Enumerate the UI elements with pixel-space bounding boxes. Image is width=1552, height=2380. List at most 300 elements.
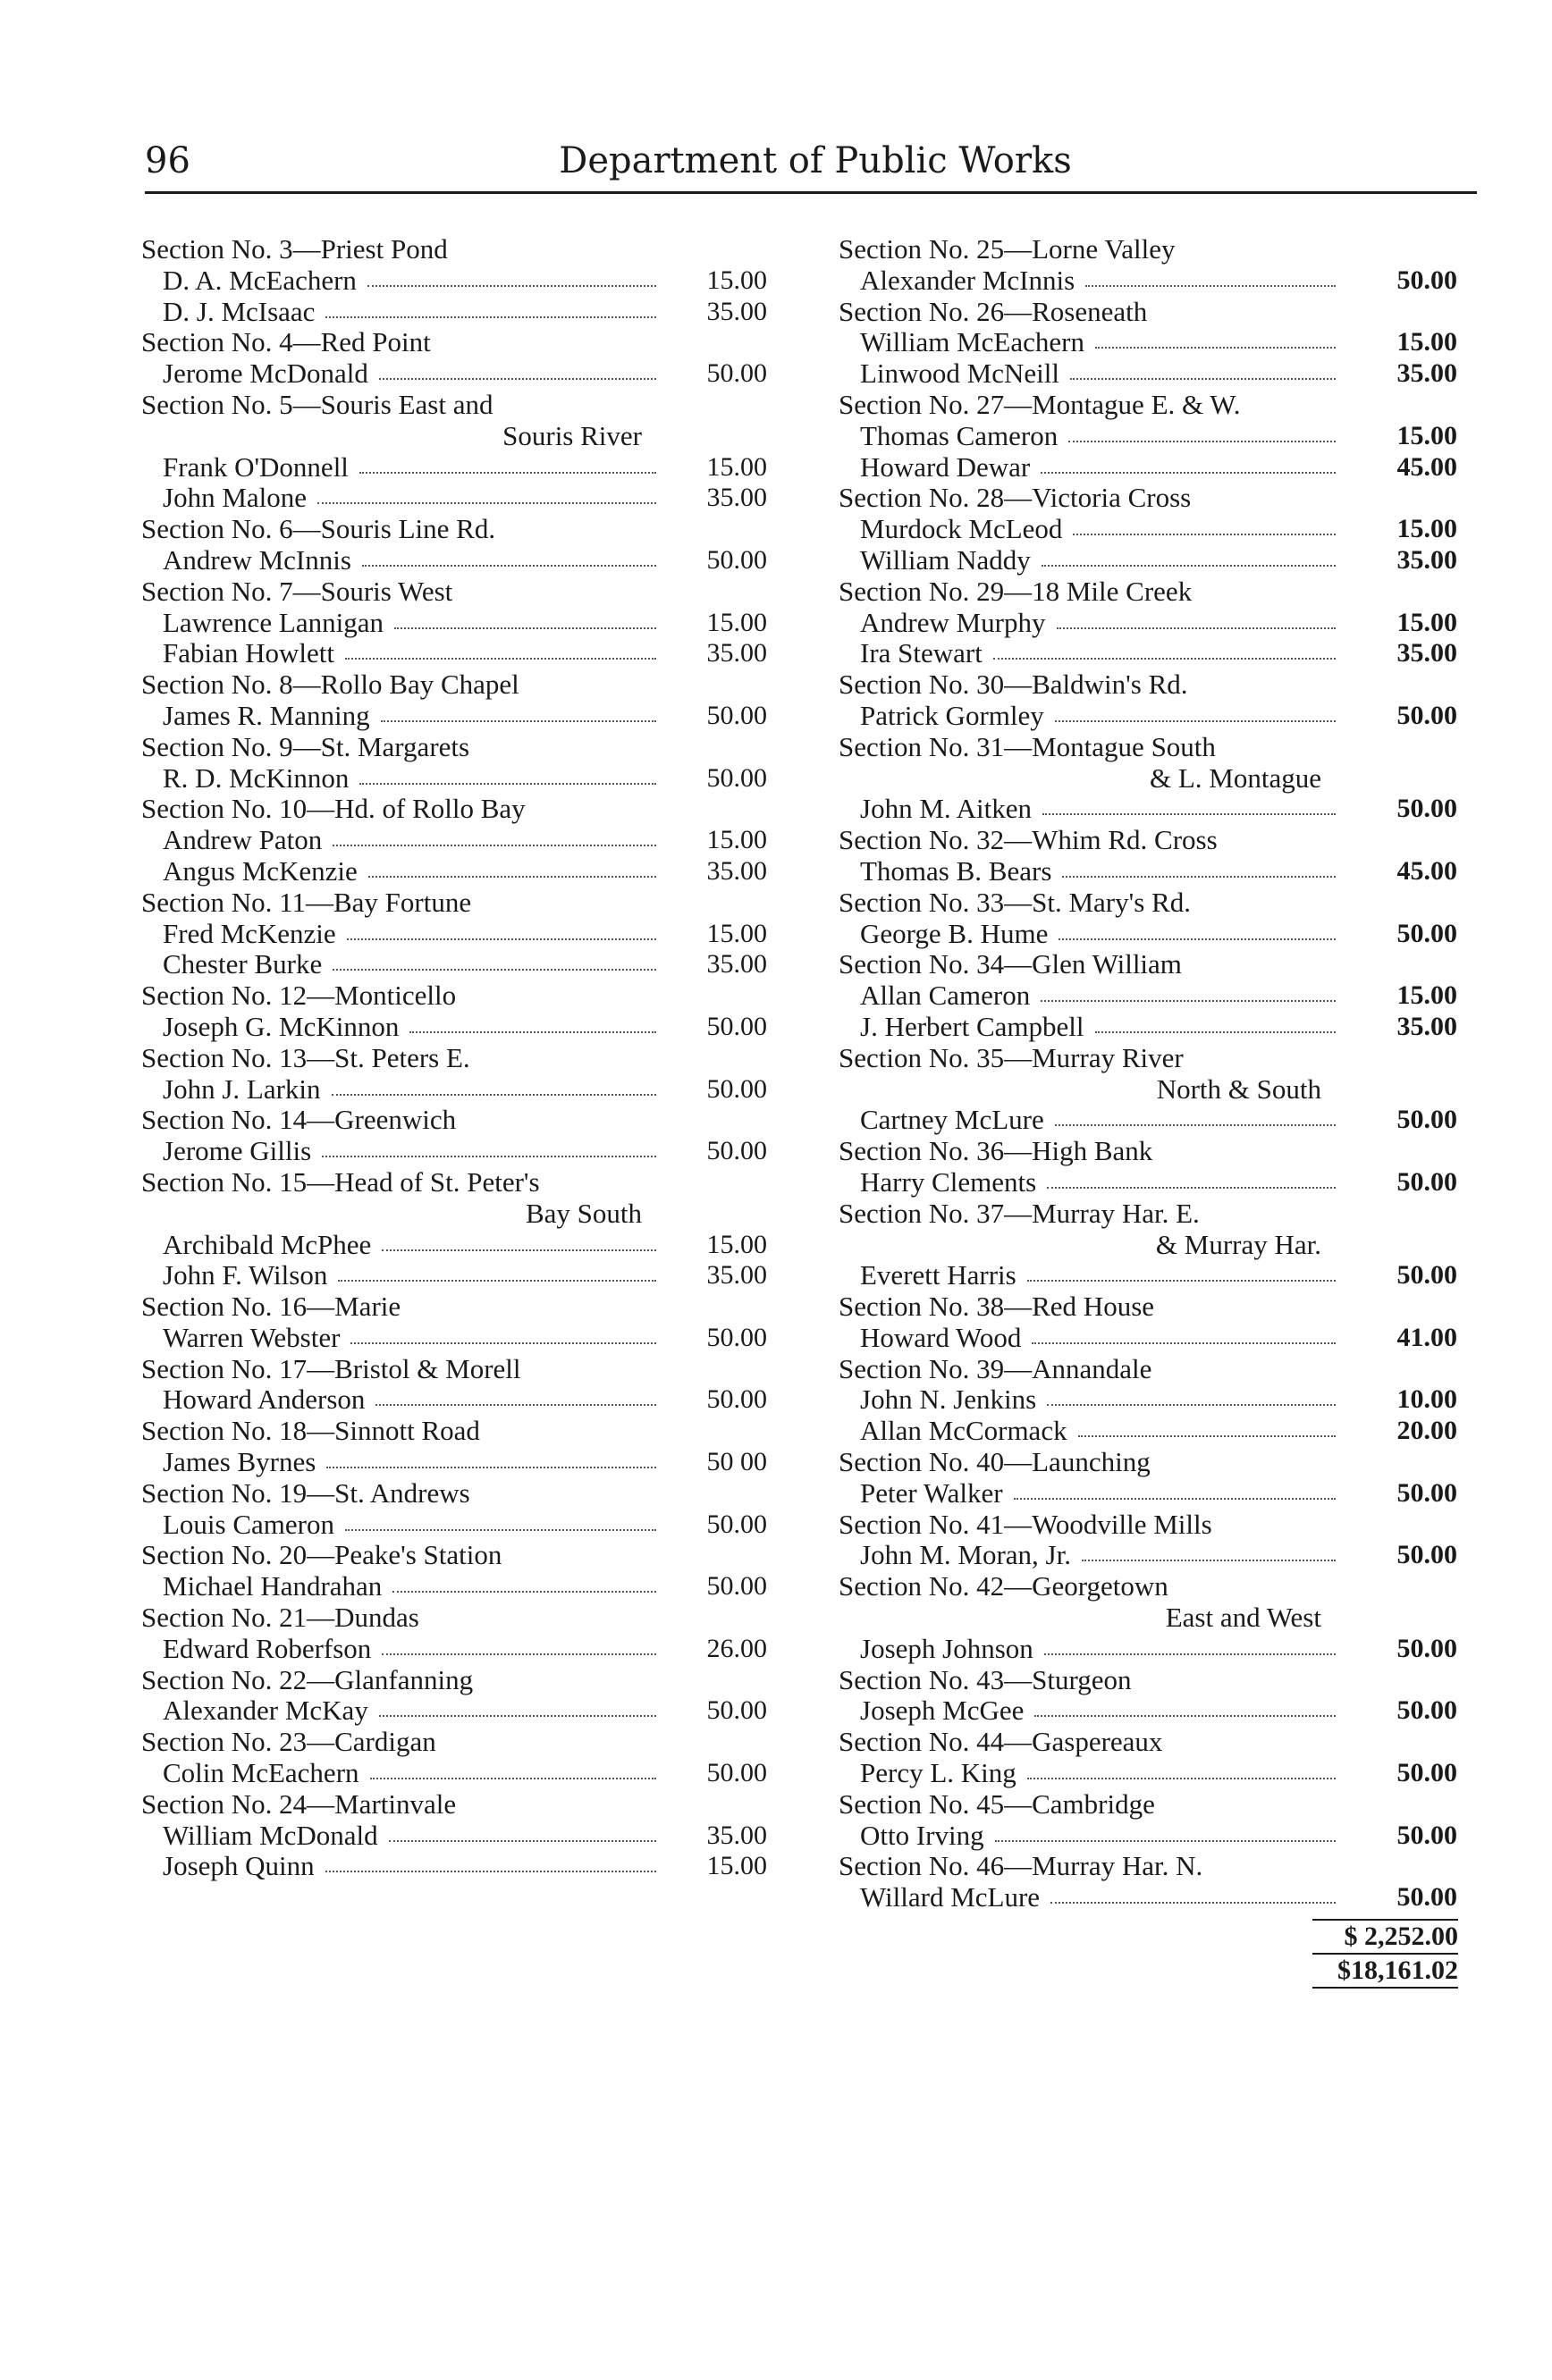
payee-row	[141, 1384, 767, 1416]
section-heading	[141, 1540, 767, 1571]
section-heading	[141, 1602, 767, 1634]
payment-amount: 45.00	[1396, 451, 1457, 482]
dot-leader	[375, 1404, 656, 1406]
section-heading-text: Section No. 21—Dundas	[141, 1602, 419, 1634]
section-heading-text: & L. Montague	[1150, 761, 1321, 794]
section-heading	[839, 1043, 1464, 1074]
payee-row	[839, 1012, 1464, 1043]
payee-row	[839, 1882, 1464, 1913]
dot-leader	[326, 1467, 656, 1468]
payee-row	[839, 919, 1464, 950]
section-heading	[839, 576, 1464, 608]
section-heading-text: Section No. 40—Launching	[839, 1446, 1151, 1478]
payee-row	[141, 1758, 767, 1789]
payment-amount: 15.00	[1396, 607, 1457, 637]
payee-name: James Byrnes	[163, 1446, 316, 1478]
dot-leader	[345, 658, 656, 660]
payee-name: Allan McCormack	[860, 1415, 1067, 1447]
payee-row	[141, 856, 767, 887]
payment-amount: 35.00	[706, 855, 767, 886]
payment-amount: 15.00	[706, 451, 767, 482]
section-heading-text: Section No. 11—Bay Fortune	[141, 886, 472, 918]
section-heading-text: Section No. 19—St. Andrews	[141, 1476, 470, 1509]
section-heading-continuation	[839, 1074, 1464, 1106]
section-heading-text: Section No. 39—Annandale	[839, 1352, 1152, 1384]
payee-name: Joseph Quinn	[163, 1850, 315, 1882]
section-heading-text: & Murray Har.	[1155, 1228, 1321, 1260]
dot-leader	[379, 378, 656, 380]
payee-row	[141, 358, 767, 390]
payment-amount: 50.00	[1396, 1820, 1457, 1850]
payee-name: Peter Walker	[860, 1476, 1003, 1509]
payee-name: Colin McEachern	[163, 1757, 359, 1789]
dot-leader	[1062, 876, 1336, 878]
payee-row	[141, 763, 767, 795]
payment-amount: 50.00	[1396, 1166, 1457, 1197]
section-heading	[839, 1510, 1464, 1541]
payment-amount: 50.00	[1396, 1540, 1457, 1570]
section-heading	[141, 1665, 767, 1696]
payee-name: Everett Harris	[860, 1259, 1016, 1291]
payee-name: Joseph McGee	[860, 1695, 1025, 1727]
payment-amount: 15.00	[1396, 327, 1457, 357]
payee-row	[839, 327, 1464, 358]
payee-name: William Naddy	[860, 543, 1031, 576]
section-heading-text: Section No. 9—St. Margarets	[141, 730, 470, 762]
section-heading-text: Section No. 35—Murray River	[839, 1041, 1184, 1073]
payee-row	[141, 483, 767, 514]
payee-name: R. D. McKinnon	[163, 761, 350, 794]
payee-name: James R. Manning	[163, 699, 370, 731]
dot-leader	[1032, 1342, 1336, 1344]
section-heading-text: Section No. 45—Cambridge	[839, 1787, 1155, 1820]
payment-amount: 15.00	[1396, 420, 1457, 450]
payee-row	[141, 949, 767, 980]
dot-leader	[1041, 1000, 1336, 1002]
payment-amount: 50.00	[706, 544, 767, 575]
payee-row	[141, 825, 767, 856]
payment-amount: 50.00	[706, 358, 767, 389]
payee-name: Fabian Howlett	[163, 637, 334, 669]
payee-row	[839, 1478, 1464, 1510]
section-heading	[839, 1198, 1464, 1230]
payee-row	[839, 1260, 1464, 1291]
dot-leader	[1042, 565, 1336, 567]
payee-name: Murdock McLeod	[860, 513, 1063, 545]
payee-name: Louis Cameron	[163, 1508, 334, 1540]
section-heading	[141, 669, 767, 701]
dot-leader	[382, 1653, 656, 1655]
payee-row	[141, 701, 767, 732]
payee-name: George B. Hume	[860, 917, 1049, 949]
payee-name: Thomas B. Bears	[860, 854, 1052, 887]
payee-name: Fred McKenzie	[163, 917, 336, 949]
payee-row	[141, 1074, 767, 1106]
section-heading	[839, 390, 1464, 421]
payment-amount: 50.00	[1396, 1105, 1457, 1135]
payee-name: Otto Irving	[860, 1819, 984, 1851]
dot-leader	[325, 316, 656, 318]
section-heading	[141, 887, 767, 919]
section-heading	[839, 234, 1464, 265]
dot-leader	[1055, 720, 1336, 722]
payee-name: John Malone	[163, 482, 308, 514]
payee-name: Ira Stewart	[860, 637, 983, 669]
dot-leader	[409, 1031, 656, 1033]
payment-amount: 15.00	[706, 1229, 767, 1259]
payee-name: Willard McLure	[860, 1881, 1041, 1913]
section-heading-text: Section No. 6—Souris Line Rd.	[141, 513, 496, 545]
payee-row	[141, 1230, 767, 1261]
section-heading-text: Section No. 12—Monticello	[141, 980, 457, 1012]
payee-name: Jerome McDonald	[163, 357, 368, 390]
payment-amount: 35.00	[706, 1820, 767, 1850]
section-heading-text: Section No. 37—Murray Har. E.	[839, 1197, 1200, 1229]
payee-row	[839, 1821, 1464, 1852]
dot-leader	[379, 1715, 656, 1717]
payment-amount: 50.00	[706, 1011, 767, 1041]
section-heading	[839, 825, 1464, 856]
payment-amount: 15.00	[1396, 514, 1457, 544]
section-heading-text: Section No. 38—Red House	[839, 1291, 1155, 1323]
payment-amount: 50.00	[1396, 918, 1457, 948]
payment-amount: 50.00	[1396, 794, 1457, 824]
payee-row	[839, 608, 1464, 639]
payee-row	[839, 1323, 1464, 1354]
payment-amount: 50.00	[706, 1322, 767, 1352]
section-heading-text: Section No. 16—Marie	[141, 1291, 401, 1323]
payee-name: Frank O'Donnell	[163, 450, 349, 483]
payment-amount: 20.00	[1396, 1416, 1457, 1446]
payment-amount: 45.00	[1396, 855, 1457, 886]
payee-name: Allan Cameron	[860, 980, 1031, 1012]
payee-name: Jerome Gillis	[163, 1135, 312, 1167]
section-heading-text: Section No. 26—Roseneath	[839, 295, 1148, 327]
payee-row	[839, 980, 1464, 1012]
section-heading	[839, 1665, 1464, 1696]
payee-row	[141, 1136, 767, 1167]
section-heading-text: Section No. 5—Souris East and	[141, 388, 493, 420]
payment-amount: 50.00	[706, 762, 767, 793]
payment-amount: 50.00	[1396, 1477, 1457, 1508]
payee-name: Cartney McLure	[860, 1104, 1044, 1136]
payment-amount: 35.00	[1396, 544, 1457, 575]
payment-amount: 15.00	[706, 1851, 767, 1881]
payment-amount: 50.00	[706, 1758, 767, 1788]
payee-row	[839, 1695, 1464, 1727]
section-heading	[141, 1727, 767, 1758]
payee-name: Thomas Cameron	[860, 419, 1059, 451]
section-heading-text: Section No. 14—Greenwich	[141, 1104, 457, 1136]
payee-row	[141, 297, 767, 328]
payment-amount: 35.00	[706, 296, 767, 326]
payee-row	[141, 545, 767, 576]
section-heading-continuation	[141, 421, 767, 452]
right-column	[839, 234, 1464, 1913]
section-heading	[141, 1167, 767, 1198]
section-heading	[141, 794, 767, 825]
payee-row	[839, 1384, 1464, 1416]
payment-amount: 50.00	[1396, 1758, 1457, 1788]
section-heading-continuation	[141, 1198, 767, 1230]
payee-row	[839, 1540, 1464, 1571]
section-heading	[839, 1789, 1464, 1821]
total-rule-bottom	[1312, 1987, 1458, 1989]
section-heading-text: Section No. 30—Baldwin's Rd.	[839, 669, 1188, 701]
section-heading-text: Souris River	[502, 419, 642, 451]
section-heading	[141, 327, 767, 358]
section-heading	[839, 1354, 1464, 1385]
dot-leader	[345, 1529, 656, 1531]
dot-leader	[1095, 1031, 1336, 1033]
page-title: Department of Public Works	[559, 140, 1072, 181]
payment-amount: 15.00	[706, 265, 767, 295]
section-heading	[141, 234, 767, 265]
dot-leader	[394, 627, 656, 629]
dot-leader	[381, 720, 656, 722]
payee-row	[141, 1260, 767, 1291]
dot-leader	[382, 1249, 656, 1251]
dot-leader	[392, 1591, 656, 1593]
payment-amount: 50.00	[706, 1695, 767, 1726]
dot-leader	[1042, 813, 1336, 815]
section-heading-text: Section No. 32—Whim Rd. Cross	[839, 824, 1218, 856]
dot-leader	[1095, 347, 1336, 349]
section-heading-text: Section No. 41—Woodville Mills	[839, 1508, 1212, 1540]
payee-name: Alexander McInnis	[860, 264, 1075, 296]
section-heading	[141, 1789, 767, 1821]
dot-leader	[359, 472, 656, 474]
payee-row	[141, 1695, 767, 1727]
payee-name: Howard Wood	[860, 1321, 1022, 1353]
payee-row	[839, 856, 1464, 887]
dot-leader	[338, 1280, 656, 1282]
dot-leader	[359, 783, 656, 785]
dot-leader	[350, 1342, 656, 1344]
dot-leader	[362, 565, 656, 567]
payment-amount: 50.00	[706, 1571, 767, 1602]
payee-name: Warren Webster	[163, 1321, 341, 1353]
section-heading-text: Section No. 15—Head of St. Peter's	[141, 1165, 540, 1198]
payee-name: John J. Larkin	[163, 1072, 321, 1105]
payee-name: John N. Jenkins	[860, 1383, 1037, 1416]
section-heading-text: Section No. 31—Montague South	[839, 730, 1216, 762]
section-heading	[141, 1354, 767, 1385]
section-heading	[839, 1727, 1464, 1758]
section-heading	[839, 1291, 1464, 1323]
section-heading-text: Section No. 13—St. Peters E.	[141, 1041, 470, 1073]
dot-leader	[1055, 1124, 1336, 1126]
section-heading	[839, 732, 1464, 763]
page-number: 96	[145, 140, 190, 181]
totals-block	[1312, 1919, 1458, 1989]
section-heading	[141, 576, 767, 608]
payee-name: William McEachern	[860, 326, 1084, 358]
section-heading	[141, 1105, 767, 1136]
payee-row	[839, 1416, 1464, 1447]
payment-amount: 35.00	[706, 949, 767, 980]
payee-name: Patrick Gormley	[860, 699, 1044, 731]
dot-leader	[1014, 1498, 1336, 1500]
dot-leader	[317, 502, 656, 504]
payee-row	[141, 1323, 767, 1354]
section-heading	[839, 887, 1464, 919]
section-heading-text: Section No. 34—Glen William	[839, 948, 1182, 980]
payee-name: John M. Moran, Jr.	[860, 1539, 1071, 1571]
payee-row	[141, 919, 767, 950]
dot-leader	[325, 1871, 656, 1872]
payment-amount: 35.00	[706, 483, 767, 513]
payee-name: Andrew McInnis	[163, 543, 351, 576]
section-heading	[839, 1851, 1464, 1882]
dot-leader	[370, 1778, 656, 1779]
section-heading	[141, 1291, 767, 1323]
dot-leader	[1047, 1404, 1336, 1406]
section-heading-text: Section No. 25—Lorne Valley	[839, 233, 1176, 265]
grand-total-amount: $18,161.02	[1337, 1955, 1458, 1985]
section-heading-text: Section No. 23—Cardigan	[141, 1726, 436, 1758]
payment-amount: 50.00	[1396, 1882, 1457, 1913]
payee-name: John M. Aitken	[860, 793, 1033, 825]
dot-leader	[1082, 1560, 1336, 1561]
payee-row	[839, 1167, 1464, 1198]
payee-row	[839, 794, 1464, 825]
section-heading	[839, 297, 1464, 328]
payee-name: John F. Wilson	[163, 1259, 328, 1291]
section-heading-text: Section No. 43—Sturgeon	[839, 1663, 1132, 1695]
payee-name: D. J. McIsaac	[163, 295, 316, 327]
payment-amount: 35.00	[706, 638, 767, 669]
payee-name: Andrew Murphy	[860, 606, 1046, 638]
payee-row	[839, 514, 1464, 545]
payee-row	[839, 265, 1464, 297]
payment-amount: 35.00	[1396, 1011, 1457, 1041]
section-heading-text: Section No. 29—18 Mile Creek	[839, 575, 1193, 607]
section-heading-text: Section No. 3—Priest Pond	[141, 233, 448, 265]
dot-leader	[1070, 378, 1336, 380]
section-heading	[141, 1478, 767, 1510]
dot-leader	[1047, 1187, 1336, 1189]
payment-amount: 41.00	[1396, 1322, 1457, 1352]
section-heading-text: Bay South	[525, 1197, 642, 1229]
payee-name: Howard Dewar	[860, 450, 1031, 483]
payee-row	[839, 421, 1464, 452]
payment-amount: 15.00	[706, 825, 767, 855]
payment-amount: 50.00	[706, 1073, 767, 1104]
dot-leader	[368, 876, 656, 878]
payee-row	[839, 1634, 1464, 1665]
dot-leader	[1059, 938, 1336, 940]
dot-leader	[1078, 1435, 1336, 1437]
section-heading	[141, 732, 767, 763]
section-heading	[141, 390, 767, 421]
payment-amount: 50.00	[1396, 1695, 1457, 1726]
section-heading	[141, 980, 767, 1012]
payee-name: Joseph G. McKinnon	[163, 1010, 400, 1042]
dot-leader	[993, 658, 1336, 660]
section-heading	[839, 483, 1464, 514]
section-heading-text: Section No. 22—Glanfanning	[141, 1663, 474, 1695]
dot-leader	[1057, 627, 1336, 629]
payee-row	[839, 545, 1464, 576]
payee-name: Andrew Paton	[163, 824, 323, 856]
section-heading	[839, 949, 1464, 980]
dot-leader	[322, 1156, 656, 1157]
payee-row	[839, 1105, 1464, 1136]
payment-amount: 10.00	[1396, 1384, 1457, 1415]
dot-leader	[1085, 285, 1336, 287]
dot-leader	[1068, 441, 1336, 442]
section-heading	[839, 1136, 1464, 1167]
payment-amount: 26.00	[706, 1633, 767, 1663]
payee-row	[141, 1571, 767, 1602]
dot-leader	[1034, 1715, 1336, 1717]
payee-row	[141, 608, 767, 639]
dot-leader	[332, 1094, 656, 1096]
section-heading-text: Section No. 44—Gaspereaux	[839, 1726, 1163, 1758]
section-heading-text: Section No. 36—High Bank	[839, 1135, 1153, 1167]
payment-amount: 15.00	[706, 918, 767, 948]
section-heading-text: Section No. 17—Bristol & Morell	[141, 1352, 521, 1384]
payee-name: Lawrence Lannigan	[163, 606, 384, 638]
section-heading	[839, 1447, 1464, 1478]
payee-row	[839, 452, 1464, 484]
payment-amount: 50.00	[1396, 1260, 1457, 1291]
payment-amount: 50.00	[1396, 1633, 1457, 1663]
dot-leader	[347, 938, 656, 940]
payment-amount: 15.00	[706, 607, 767, 637]
payee-name: William McDonald	[163, 1819, 378, 1851]
payee-name: Joseph Johnson	[860, 1632, 1033, 1664]
section-heading-continuation	[839, 1230, 1464, 1261]
dot-leader	[333, 845, 656, 846]
payee-row	[839, 1758, 1464, 1789]
dot-leader	[1073, 534, 1336, 535]
section-heading-text: North & South	[1156, 1072, 1321, 1105]
payee-row	[839, 638, 1464, 669]
header-rule	[145, 191, 1477, 194]
dot-leader	[1041, 472, 1336, 474]
payee-name: Percy L. King	[860, 1757, 1016, 1789]
payee-name: Edward Roberfson	[163, 1632, 372, 1664]
section-heading-text: Section No. 20—Peake's Station	[141, 1539, 502, 1571]
payee-row	[141, 638, 767, 669]
dot-leader	[1027, 1778, 1336, 1779]
payment-amount: 50.00	[706, 1136, 767, 1166]
payment-amount: 35.00	[1396, 638, 1457, 669]
payee-name: Howard Anderson	[163, 1383, 366, 1416]
payee-row	[141, 1821, 767, 1852]
payee-name: Angus McKenzie	[163, 854, 358, 887]
dot-leader	[1050, 1902, 1336, 1904]
payment-amount: 15.00	[1396, 980, 1457, 1011]
section-heading-text: Section No. 18—Sinnott Road	[141, 1415, 480, 1447]
section-heading-text: East and West	[1165, 1602, 1321, 1634]
payee-row	[141, 265, 767, 297]
payee-row	[141, 1851, 767, 1882]
section-heading-text: Section No. 24—Martinvale	[141, 1787, 457, 1820]
payee-row	[141, 452, 767, 484]
section-heading-text: Section No. 7—Souris West	[141, 575, 453, 607]
section-heading-text: Section No. 46—Murray Har. N.	[839, 1850, 1203, 1882]
payee-name: Harry Clements	[860, 1165, 1037, 1198]
subtotal-amount: $ 2,252.00	[1344, 1922, 1458, 1951]
payee-name: Alexander McKay	[163, 1695, 368, 1727]
payee-row	[839, 358, 1464, 390]
payment-amount: 50 00	[706, 1447, 767, 1477]
payment-amount: 50.00	[706, 700, 767, 730]
payment-amount: 50.00	[706, 1509, 767, 1539]
